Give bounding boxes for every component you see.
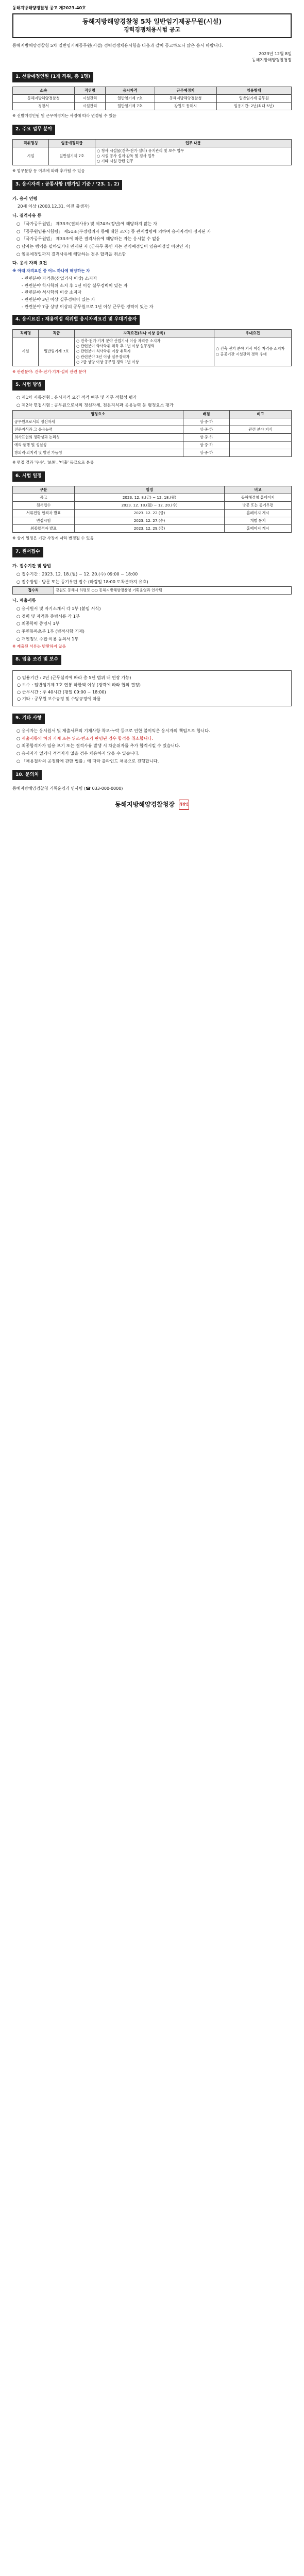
table-row: 시설 일반임기제 7호 ○ 건축·전기·기계 분야 산업기사 이상 자격증 소지자 ○ 관련분야 학사학위 취득 후 1년 이상 실무경력 ○ 관련분야 석사학위 이상 취득자 ○ 관련분야 3년 이상 실무경력자 ○ 7급 상당 이상 공무원 경력 1년 이상 ○ 건축·전기 분야 기사 이상 자격증 소지자 ○ 공공기관 시설관리 경력 우대 — [13, 337, 292, 366]
list-item: ○ 「국가공무원법」 제33조(결격사유) 및 제74조(정년)에 해당하지 않는 자 — [16, 221, 158, 226]
method-text: ○ 접수방법 : 방문 또는 등기우편 접수 (마감일 18:00 도착분까지 유효) — [16, 579, 148, 584]
notice-page — [0, 0, 304, 825]
table-row: 면접시험 2023. 12. 27.(수) 개별 통지 — [13, 517, 292, 525]
table-row: 공고 2023. 12. 8.(금) ~ 12. 18.(월) 동해해경청 홈페이지 — [13, 494, 292, 502]
age-text: 20세 이상 (2003.12.31. 이전 출생자) — [18, 204, 90, 209]
schedule-note: ※ 상기 일정은 기관 사정에 따라 변경될 수 있음 — [12, 536, 94, 541]
positions-col-4: 임용형태 — [216, 87, 291, 94]
list-item: ○ 제2차 면접시험 : 공무원으로서의 정신자세, 전문지식과 응용능력 등 평정요소 평가 — [16, 402, 174, 408]
list-item: ○ 응시원서 및 자기소개서 각 1부 (붙임 서식) — [16, 606, 101, 612]
title-line2: 경력경쟁채용시험 공고 — [123, 26, 181, 33]
section-9-header: 9. 기타 사항 — [12, 714, 45, 724]
list-item: ○ 남자는 병역을 필하였거나 면제된 자 (군복무 중인 자는 전역예정일이 임용예정일 이전인 자) — [16, 243, 191, 249]
date-block — [12, 51, 292, 63]
table-row: 서류전형 합격자 발표 2023. 12. 22.(금) 홈페이지 게시 — [13, 510, 292, 517]
table-row: 원서접수 2023. 12. 18.(월) ~ 12. 20.(수) 방문 또는 등기우편 — [13, 502, 292, 510]
section-6-header: 6. 시험 일정 — [12, 471, 45, 482]
list-item: - 관련분야 7급 상당 이상의 공무원으로 1년 이상 근무한 경력이 있는 자 — [22, 303, 154, 309]
table-row: 전문지식과 그 응용능력 상·중·하 관련 분야 지식 — [13, 426, 292, 433]
list-item: ○ 제1차 서류전형 : 응시자격 요건 적격 여부 및 직무 적합성 평가 — [16, 395, 137, 400]
address-table — [12, 586, 292, 595]
req-note: ※ 아래 자격요건 중 어느 하나에 해당하는 자 — [12, 268, 90, 274]
table-row: 예의·품행 및 성실성 상·중·하 — [13, 442, 292, 449]
official-seal-icon: 청장인 — [179, 800, 189, 810]
period-text: ○ 접수기간 : 2023. 12. 18.(월) ~ 12. 20.(수) 09:00 ~ 18:00 — [16, 571, 138, 577]
table-row: 시설 일반임기제 7호 ○ 청사 시설물(건축·전기·설비) 유지관리 및 보수 업무 ○ 시설 공사 설계·감독 및 검사 업무 ○ 기타 시설 관련 업무 — [13, 147, 292, 165]
table-row: 공무원으로서의 정신자세 상·중·하 — [13, 418, 292, 426]
list-item: ○ 「국가공무원법」 제33조에 따른 결격사유에 해당하는 자는 응시할 수 없음 — [16, 236, 160, 242]
disqual-subhead: 나. 결격사유 등 — [12, 213, 42, 218]
table-row: 경찰서 시설관리 일반임기제 7호 강원도 동해시 임용기간: 2년(최대 5년) — [13, 102, 292, 110]
list-item: - 관련분야 자격증(산업기사 이상) 소지자 — [22, 275, 97, 281]
list-item: ○ 「채용절차의 공정화에 관한 법률」에 따라 블라인드 채용으로 진행합니다. — [16, 758, 159, 764]
list-item: - 관련분야 학사학위 소지 후 1년 이상 실무경력이 있는 자 — [22, 282, 128, 288]
positions-note: ※ 선발예정인원 및 근무예정지는 사정에 따라 변경될 수 있음 — [12, 113, 116, 118]
list-item: ○ 최종합격자가 임용 포기 또는 결격사유 발생 시 차순위자를 추가 합격시킬 수 있습니다. — [16, 743, 180, 749]
section-5-header: 5. 시험 방법 — [12, 380, 45, 391]
docs-note: ※ 제출된 서류는 반환하지 않음 — [12, 643, 66, 649]
section-7-header: 7. 원서접수 — [12, 547, 43, 557]
section-3-header: 3. 응시자격 : 공통사항 (평가일 기준 / ‘23. 1. 2) — [12, 180, 122, 190]
table-row: 창의력·의지력 및 발전 가능성 상·중·하 — [13, 449, 292, 457]
contact-text: 동해지방해양경찰청 기획운영과 인사팀 (☎ 033-000-0000) — [12, 786, 123, 791]
docs-subhead: 나. 제출서류 — [12, 598, 36, 603]
footer-org: 동해지방해양경찰청장 청장인 — [12, 800, 292, 810]
positions-col-0: 소속 — [13, 87, 75, 94]
list-item: - 관련분야 3년 이상 실무경력이 있는 자 — [22, 296, 95, 302]
list-item: ○ 임용예정일까지 결격사유에 해당하는 경우 합격을 취소함 — [16, 251, 126, 257]
list-item: ○ 응시자가 없거나 적격자가 없을 경우 채용하지 않을 수 있습니다. — [16, 751, 140, 756]
list-item: ○ 근무시간 : 주 40시간 (평일 09:00 ~ 18:00) — [17, 689, 106, 694]
section-2-header: 2. 주요 업무 분야 — [12, 125, 55, 135]
list-item: ○ 보수 : 일반임기제 7호 연봉 하한액 이상 (경력에 따라 협의 결정) — [17, 682, 141, 687]
title-line1: 동해지방해양경찰청 5차 일반임기제공무원(시설) — [82, 18, 222, 26]
requirements-table: 직위명 직급 자격요건(하나 이상 충족) 우대요건 시설 일반임기제 7호 ○ 건축·전기·기계 분야 산업기사 이상 자격증 소지자 ○ 관련분야 학사학위 취득 후 1년 이상 실무경력 ○ 관련분야 석사학위 이상 취득자 ○ 관련분야 3년 이상 실무경력자 ○ 7급 상당 이상 공무원 경력 1년 이상 ○ 건축·전기 분야 기사 이상 자격증 소지자 ○ 공공기관 시설관리 경력 우대 — [12, 329, 292, 366]
notice-number: 동해지방해양경찰청 공고 제2023-40호 — [12, 6, 86, 10]
positions-table — [12, 87, 292, 110]
duties-note: ※ 업무분장 등 여부에 따라 추가될 수 있음 — [12, 168, 85, 173]
intro-text: 동해지방해양경찰청 5차 일반임기제공무원(시설) 경력경쟁채용시험을 다음과 같이 공고하오니 많은 응시 바랍니다. — [12, 43, 224, 48]
list-item: ○ 주민등록초본 1부 (병적사항 기재) — [16, 629, 85, 634]
period-subhead: 가. 접수기간 및 방법 — [12, 563, 51, 569]
notice-org: 동해지방해양경찰청장 — [251, 57, 292, 62]
positions-col-3: 근무예정지 — [155, 87, 216, 94]
interview-note: ※ 면접 결과 '우수', '보통', '미흡' 등급으로 분류 — [12, 460, 94, 465]
list-item: ○ 임용기간 : 2년 (근무실적에 따라 총 5년 범위 내 연장 가능) — [17, 675, 131, 681]
requirements-note: ※ 관련분야: 건축·전기·기계·설비 관련 분야 — [12, 369, 87, 374]
list-item: - 관련분야 석사학위 이상 소지자 — [22, 290, 82, 295]
positions-col-2: 응시자격 — [105, 87, 155, 94]
list-item: ○ 기타 : 공무원 보수규정 및 수당규정에 따름 — [17, 696, 101, 702]
table-row: 최종합격자 발표 2023. 12. 29.(금) 홈페이지 게시 — [13, 525, 292, 533]
section-4-header: 4. 응시요건 : 채용예정 직위별 응시자격요건 및 우대기술자 — [12, 315, 140, 325]
list-item: ○ 개인정보 수집·이용 동의서 1부 — [16, 636, 79, 641]
conditions-box — [12, 670, 292, 706]
age-subhead: 가. 응시 연령 — [12, 195, 38, 201]
section-10-header: 10. 문의처 — [12, 770, 42, 781]
table-row: 의사표현의 정확성과 논리성 상·중·하 — [13, 434, 292, 442]
duties-table: 직위명칭 임용예정직급 업무 내용 시설 일반임기제 7호 ○ 청사 시설물(건축·전기·설비) 유지관리 및 보수 업무 ○ 시설 공사 설계·감독 및 검사 업무 ○ 기타 시설 관련 업무 — [12, 139, 292, 165]
schedule-table: 구분 일정 비고 공고 2023. 12. 8.(금) ~ 12. 18.(월) 동해해경청 홈페이지 원서접수 2023. 12. 18.(월) ~ 12. 20.(수) 방문 또는 등기우편 서류전형 합격자 발표 2023. 12. 22.(금) 홈페이지 게시 면접시험 2023. 12. 27.(수) 개별 통지 최종합격자 발표 2023. 12. 29.(금) 홈페이지 게시 — [12, 486, 292, 533]
list-item: ○ 경력 및 자격증 증빙서류 각 1부 — [16, 613, 80, 619]
table-row: 동해지방해양경찰청 시설관리 일반임기제 7호 동해지방해양경찰청 일반임기제 공무원 — [13, 94, 292, 102]
page-title — [12, 13, 292, 38]
interview-table: 평정요소 배점 비고 공무원으로서의 정신자세 상·중·하 전문지식과 그 응용능력 상·중·하 관련 분야 지식 의사표현의 정확성과 논리성 상·중·하 예의·품행 및 성실성 상·중·하 창의력·의지력 및 발전 가능성 상·중·하 — [12, 410, 292, 457]
list-item: ○ 「공무원임용시험령」 제51조(부정행위자 등에 대한 조치) 등 관계법령에 의하여 응시자격이 정지된 자 — [16, 228, 211, 234]
positions-col-1: 직위명 — [74, 87, 105, 94]
section-8-header: 8. 임용 조건 및 보수 — [12, 655, 61, 665]
list-item: ○ 응시자는 응시원서 및 제출서류의 기재사항 착오·누락 등으로 인한 불이익은 응시자의 책임으로 합니다. — [16, 728, 210, 734]
req-subhead: 다. 응시 자격 요건 — [12, 260, 47, 266]
notice-date: 2023년 12월 8일 — [259, 51, 292, 56]
section-1-header: 1. 선발예정인원 (1개 직위, 총 1명) — [12, 72, 93, 82]
list-item: ○ 최종학력 증명서 1부 — [16, 621, 60, 626]
table-row: 접수처 강원도 동해시 하평로 ○○ 동해지방해양경찰청 기획운영과 인사팀 — [13, 587, 292, 595]
list-item: ○ 제출서류의 허위 기재 또는 위조·변조가 판명된 경우 합격을 취소합니다. — [16, 735, 154, 741]
